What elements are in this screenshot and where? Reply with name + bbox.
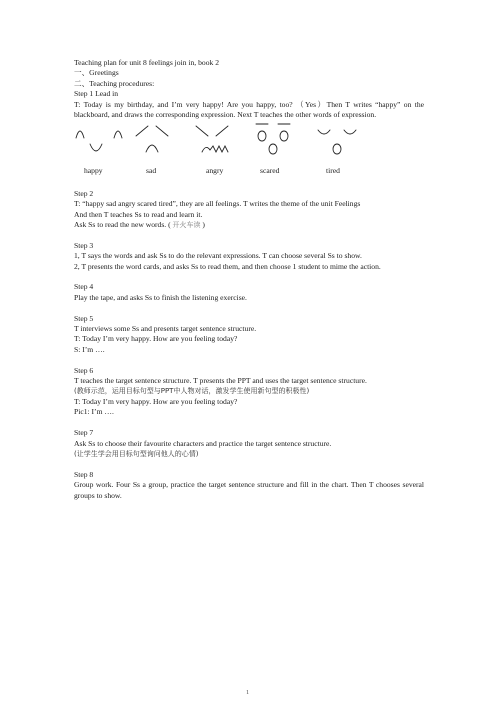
label-scared: scared <box>260 166 280 176</box>
step6-line3: T: Today I’m very happy. How are you feeling today? <box>74 396 238 406</box>
step5-line2: T: Today I’m very happy. How are you feeling today? <box>74 334 238 344</box>
step5-line3: S: I’m …. <box>74 344 105 354</box>
document-title: Teaching plan for unit 8 feelings join in, book 2 <box>74 58 219 67</box>
happy-face-icon <box>76 131 122 151</box>
step2-line3-end: ) <box>200 220 205 230</box>
label-angry: angry <box>206 166 224 176</box>
step2-line3 <box>74 220 424 230</box>
step1-heading: Step 1 Lead in <box>74 89 119 99</box>
label-tired: tired <box>326 166 340 176</box>
step7-line2: (让学生学会用目标句型询问他人的心情) <box>74 449 199 458</box>
step3-line2: 2, T presents the word cards, and asks Ss to read them, and then choose 1 student to mime the action. <box>74 261 381 271</box>
step7-heading: Step 7 <box>74 428 94 438</box>
step2-line1: T: “happy sad angry scared tired”, they are all feelings. T writes the theme of the unit Feelings <box>74 199 361 209</box>
step3-heading: Step 3 <box>74 240 94 250</box>
step2-line3-zh: 开火车读 <box>172 221 201 230</box>
step7-line1: Ask Ss to choose their favourite characters and practice the target sentence structure. <box>74 438 332 448</box>
document-body <box>74 58 424 501</box>
step4-heading: Step 4 <box>74 282 94 292</box>
step6-line4: Pic1: I’m …. <box>74 407 114 417</box>
label-happy: happy <box>84 166 103 176</box>
step5-heading: Step 5 <box>74 313 94 323</box>
step2-line2: And then T teaches Ss to read and learn it. <box>74 209 203 219</box>
face-labels <box>74 166 424 178</box>
step6-line2: (教师示范，运用目标句型与PPT中人物对话，激发学生使用新句型的积极性) <box>74 387 310 396</box>
tired-face-icon <box>318 130 356 154</box>
step5-line1: T interviews some Ss and presents target sentence structure. <box>74 324 257 334</box>
step6-heading: Step 6 <box>74 365 94 375</box>
step3-line1: 1, T says the words and ask Ss to do the relevant expressions. T can choose several Ss to show. <box>74 251 362 261</box>
step4-line1: Play the tape, and asks Ss to finish the listening exercise. <box>74 292 247 302</box>
angry-face-icon <box>196 126 228 152</box>
label-sad: sad <box>146 166 157 176</box>
step6-line1: T teaches the target sentence structure. T presents the PPT and uses the target sentence structure. <box>74 376 367 386</box>
section-procedures: 二、Teaching procedures: <box>74 78 155 88</box>
section-greetings: 一、Greetings <box>74 68 119 78</box>
expression-faces <box>74 122 424 166</box>
scared-face-icon <box>256 124 290 154</box>
page-number: 1 <box>246 689 250 696</box>
faces-illustration <box>74 122 424 166</box>
sad-face-icon <box>136 126 168 152</box>
step8-heading: Step 8 <box>74 469 94 479</box>
step2-line3-en: Ask Ss to read the new words. ( <box>74 220 173 230</box>
step1-text: T: Today is my birthday, and I’m very happy! Are you happy, too? （Yes）Then T writes “happy” on the blackboard, and draws the corresponding expression. Next T teaches the other words of expression. <box>74 99 424 120</box>
step2-heading: Step 2 <box>74 188 94 198</box>
step8-line1: Group work. Four Ss a group, practice the target sentence structure and fill in the chart. Then T chooses several groups to show. <box>74 480 424 500</box>
